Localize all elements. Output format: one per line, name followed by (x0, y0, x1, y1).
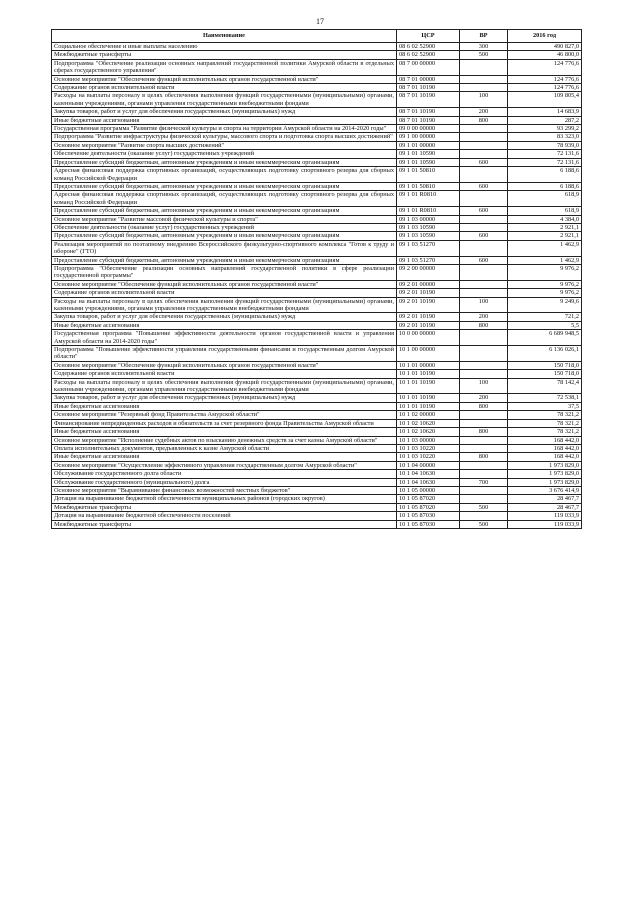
row-vr (460, 167, 508, 183)
row-vr: 500 (460, 503, 508, 511)
table-row (52, 182, 582, 190)
row-csr: 10 1 04 00000 (397, 461, 460, 469)
table-row (52, 453, 582, 461)
row-csr: 09 1 01 10590 (397, 158, 460, 166)
row-amount: 168 442,0 (508, 436, 582, 444)
row-csr: 09 0 00 00000 (397, 125, 460, 133)
row-name: Реализация мероприятий по поэтапному внедрению Всероссийского физкультурно-спортивного комплекса "Готов к труду и обороне" (ГТО) (52, 240, 397, 256)
row-amount: 93 299,2 (508, 125, 582, 133)
row-vr: 800 (460, 428, 508, 436)
row-amount: 78 321,2 (508, 411, 582, 419)
row-vr (460, 370, 508, 378)
row-vr (460, 419, 508, 427)
row-name: Содержание органов исполнительной власти (52, 289, 397, 297)
table-row (52, 43, 582, 51)
row-csr: 09 1 03 10590 (397, 232, 460, 240)
row-amount: 1 462,9 (508, 240, 582, 256)
row-vr: 700 (460, 478, 508, 486)
row-vr: 600 (460, 256, 508, 264)
row-csr: 09 1 01 R0810 (397, 207, 460, 215)
row-name: Обслуживание государственного (муниципального) долга (52, 478, 397, 486)
row-vr (460, 461, 508, 469)
row-amount: 28 467,7 (508, 503, 582, 511)
row-vr (460, 191, 508, 207)
row-vr: 100 (460, 92, 508, 108)
row-vr (460, 330, 508, 346)
table-row (52, 125, 582, 133)
row-name: Подпрограмма "Повышение эффективности управления государственными финансами и государственным долгом Амурской области" (52, 346, 397, 362)
budget-table (51, 29, 582, 529)
row-vr (460, 280, 508, 288)
row-csr: 08 7 01 10190 (397, 116, 460, 124)
table-row (52, 461, 582, 469)
row-vr (460, 470, 508, 478)
row-amount: 6 188,6 (508, 182, 582, 190)
row-name: Предоставление субсидий бюджетным, автономным учреждениям и иным некоммерческим организациям (52, 207, 397, 215)
row-csr: 08 7 01 10190 (397, 108, 460, 116)
row-csr: 10 1 05 00000 (397, 486, 460, 494)
row-csr: 09 1 03 00000 (397, 215, 460, 223)
row-vr: 200 (460, 108, 508, 116)
row-amount: 83 323,0 (508, 133, 582, 141)
table-row (52, 503, 582, 511)
table-row (52, 133, 582, 141)
row-vr (460, 223, 508, 231)
row-name: Основное мероприятие "Выравнивание финансовых возможностей местных бюджетов" (52, 486, 397, 494)
row-csr: 10 1 05 87020 (397, 495, 460, 503)
row-name: Иные бюджетные ассигнования (52, 453, 397, 461)
row-amount: 6 689 948,5 (508, 330, 582, 346)
table-row (52, 167, 582, 183)
row-name: Основное мероприятие "Исполнение судебных актов по взысканию денежных средств за счет казны Амурской области" (52, 436, 397, 444)
row-csr: 09 2 01 00000 (397, 280, 460, 288)
row-name: Основное мероприятие "Развитие спорта высших достижений" (52, 141, 397, 149)
row-name: Основное мероприятие "Резервный фонд Правительства Амурской области" (52, 411, 397, 419)
row-amount: 9 976,2 (508, 289, 582, 297)
table-row (52, 75, 582, 83)
table-row (52, 256, 582, 264)
row-name: Подпрограмма "Обеспечение реализации основных направлений государственной политики в сфере реализации государственной программы" (52, 264, 397, 280)
row-vr: 800 (460, 453, 508, 461)
row-amount: 721,2 (508, 313, 582, 321)
row-name: Закупка товаров, работ и услуг для обеспечения государственных (муниципальных) нужд (52, 394, 397, 402)
table-row (52, 330, 582, 346)
row-amount: 9 976,2 (508, 264, 582, 280)
row-amount: 78 142,4 (508, 378, 582, 394)
row-vr (460, 495, 508, 503)
row-csr: 09 1 00 00000 (397, 133, 460, 141)
table-row (52, 92, 582, 108)
table-row (52, 470, 582, 478)
row-vr: 600 (460, 232, 508, 240)
table-body (52, 43, 582, 529)
table-row (52, 150, 582, 158)
row-csr: 09 1 03 51270 (397, 256, 460, 264)
row-vr (460, 444, 508, 452)
row-vr: 800 (460, 321, 508, 329)
row-csr: 09 2 01 10190 (397, 313, 460, 321)
row-vr (460, 486, 508, 494)
row-csr: 10 1 00 00000 (397, 346, 460, 362)
row-name: Подпрограмма "Обеспечение реализации основных направлений государственной политики Амурской области в отдельных сферах государственного управления" (52, 59, 397, 75)
row-amount: 119 033,9 (508, 512, 582, 520)
row-csr: 10 1 02 10620 (397, 419, 460, 427)
row-amount: 9 976,2 (508, 280, 582, 288)
table-row (52, 313, 582, 321)
table-row (52, 297, 582, 313)
row-csr: 09 1 01 10590 (397, 150, 460, 158)
row-name: Адресная финансовая поддержка спортивных организаций, осуществляющих подготовку спортивного резерва для сборных команд Российской Федерации (52, 167, 397, 183)
row-amount: 3 676 414,9 (508, 486, 582, 494)
row-amount: 2 921,1 (508, 232, 582, 240)
row-amount: 1 973 829,0 (508, 478, 582, 486)
table-row (52, 59, 582, 75)
row-vr (460, 289, 508, 297)
table-row (52, 394, 582, 402)
row-csr: 10 1 04 10630 (397, 470, 460, 478)
row-vr: 600 (460, 158, 508, 166)
row-vr: 600 (460, 182, 508, 190)
table-row (52, 232, 582, 240)
row-vr (460, 361, 508, 369)
row-name: Расходы на выплаты персоналу в целях обеспечения выполнения функций государственными (муниципальными) органами, казенными учреждениями, органами управления государственными внебюджетными фондами (52, 92, 397, 108)
row-csr: 10 1 03 00000 (397, 436, 460, 444)
row-amount: 168 442,0 (508, 453, 582, 461)
row-amount: 72 131,6 (508, 158, 582, 166)
row-amount: 124 776,6 (508, 75, 582, 83)
row-name: Закупка товаров, работ и услуг для обеспечения государственных (муниципальных) нужд (52, 313, 397, 321)
table-row (52, 116, 582, 124)
row-csr: 10 1 04 10630 (397, 478, 460, 486)
row-vr (460, 125, 508, 133)
row-amount: 5,5 (508, 321, 582, 329)
row-amount: 14 683,9 (508, 108, 582, 116)
table-row (52, 411, 582, 419)
row-vr (460, 411, 508, 419)
table-row (52, 402, 582, 410)
row-csr: 10 1 05 87020 (397, 503, 460, 511)
row-name: Предоставление субсидий бюджетным, автономным учреждениям и иным некоммерческим организациям (52, 158, 397, 166)
row-vr: 200 (460, 394, 508, 402)
row-name: Дотация на выравнивание бюджетной обеспеченности муниципальных районов (городских округов) (52, 495, 397, 503)
row-amount: 72 538,1 (508, 394, 582, 402)
header-vr: ВР (460, 30, 508, 43)
row-name: Оплата исполнительных документов, предъявленных к казне Амурской области (52, 444, 397, 452)
row-csr: 09 1 01 R0810 (397, 191, 460, 207)
table-row (52, 207, 582, 215)
row-amount: 150 718,0 (508, 361, 582, 369)
row-name: Основное мероприятие "Обеспечение функций исполнительных органов государственной власти" (52, 280, 397, 288)
table-row (52, 378, 582, 394)
table-row (52, 428, 582, 436)
table-row (52, 215, 582, 223)
row-csr: 09 2 00 00000 (397, 264, 460, 280)
table-row (52, 512, 582, 520)
table-row (52, 478, 582, 486)
header-name: Наименование (52, 30, 397, 43)
row-amount: 2 921,1 (508, 223, 582, 231)
row-name: Дотация на выравнивание бюджетной обеспеченности поселений (52, 512, 397, 520)
row-vr (460, 240, 508, 256)
row-name: Межбюджетные трансферты (52, 520, 397, 528)
row-amount: 78 321,2 (508, 419, 582, 427)
row-amount: 1 973 829,0 (508, 470, 582, 478)
row-vr (460, 346, 508, 362)
row-amount: 119 033,9 (508, 520, 582, 528)
row-csr: 10 1 02 10620 (397, 428, 460, 436)
row-vr (460, 150, 508, 158)
row-name: Содержание органов исполнительной власти (52, 84, 397, 92)
row-vr: 100 (460, 297, 508, 313)
row-name: Предоставление субсидий бюджетным, автономным учреждениям и иным некоммерческим организациям (52, 232, 397, 240)
row-name: Предоставление субсидий бюджетным, автономным учреждениям и иным некоммерческим организациям (52, 256, 397, 264)
row-vr: 500 (460, 51, 508, 59)
row-csr: 10 1 05 87030 (397, 512, 460, 520)
row-amount: 168 442,0 (508, 444, 582, 452)
row-csr: 09 2 01 10190 (397, 297, 460, 313)
table-row (52, 223, 582, 231)
row-csr: 10 1 02 00000 (397, 411, 460, 419)
row-csr: 10 1 01 10190 (397, 394, 460, 402)
row-vr (460, 264, 508, 280)
table-row (52, 361, 582, 369)
row-csr: 09 1 01 50810 (397, 167, 460, 183)
row-amount: 618,9 (508, 191, 582, 207)
row-name: Закупка товаров, работ и услуг для обеспечения государственных (муниципальных) нужд (52, 108, 397, 116)
header-csr: ЦСР (397, 30, 460, 43)
row-name: Межбюджетные трансферты (52, 51, 397, 59)
row-name: Иные бюджетные ассигнования (52, 116, 397, 124)
row-amount: 28 467,7 (508, 495, 582, 503)
row-csr: 09 2 01 10190 (397, 321, 460, 329)
table-row (52, 108, 582, 116)
table-row (52, 158, 582, 166)
row-amount: 109 805,4 (508, 92, 582, 108)
row-name: Адресная финансовая поддержка спортивных организаций, осуществляющих подготовку спортивного резерва для сборных команд Российской Федерации (52, 191, 397, 207)
row-name: Обеспечение деятельности (оказание услуг) государственных учреждений (52, 223, 397, 231)
row-csr: 10 1 03 10220 (397, 444, 460, 452)
row-name: Расходы на выплаты персоналу в целях обеспечения выполнения функций государственными (муниципальными) органами, казенными учреждениями, органами управления государственными внебюджетными фондами (52, 378, 397, 394)
row-name: Финансирование непредвиденных расходов и обязательств за счет резервного фонда Правительства Амурской области (52, 419, 397, 427)
row-vr (460, 133, 508, 141)
row-csr: 09 2 01 10190 (397, 289, 460, 297)
row-amount: 150 718,0 (508, 370, 582, 378)
row-vr: 300 (460, 43, 508, 51)
row-name: Обслуживание государственного долга области (52, 470, 397, 478)
table-row (52, 141, 582, 149)
row-amount: 4 384,0 (508, 215, 582, 223)
row-name: Социальное обеспечение и иные выплаты населению (52, 43, 397, 51)
row-vr (460, 59, 508, 75)
row-csr: 10 1 01 00000 (397, 361, 460, 369)
row-csr: 08 6 02 52900 (397, 51, 460, 59)
row-vr (460, 75, 508, 83)
row-amount: 124 776,6 (508, 84, 582, 92)
row-csr: 10 1 05 87030 (397, 520, 460, 528)
row-csr: 09 1 01 00000 (397, 141, 460, 149)
table-row (52, 495, 582, 503)
row-csr: 10 1 01 10190 (397, 378, 460, 394)
row-amount: 6 188,6 (508, 167, 582, 183)
table-row (52, 264, 582, 280)
row-amount: 124 776,6 (508, 59, 582, 75)
row-amount: 46 800,0 (508, 51, 582, 59)
row-csr: 08 7 01 10190 (397, 84, 460, 92)
row-csr: 10 0 00 00000 (397, 330, 460, 346)
row-vr: 600 (460, 207, 508, 215)
row-name: Основное мероприятие "Обеспечение функций исполнительных органов государственной власти" (52, 75, 397, 83)
row-name: Государственная программа "Повышение эффективности деятельности органов государственной власти и управления Амурской области на 2014-2020 годы" (52, 330, 397, 346)
row-amount: 37,5 (508, 402, 582, 410)
row-vr: 100 (460, 378, 508, 394)
table-row (52, 84, 582, 92)
table-row (52, 51, 582, 59)
row-name: Иные бюджетные ассигнования (52, 402, 397, 410)
page-number: 17 (316, 17, 324, 26)
row-name: Основное мероприятие "Развитие массовой физической культуры и спорта" (52, 215, 397, 223)
row-vr (460, 436, 508, 444)
row-name: Предоставление субсидий бюджетным, автономным учреждениям и иным некоммерческим организациям (52, 182, 397, 190)
row-csr: 10 1 03 10220 (397, 453, 460, 461)
row-name: Межбюджетные трансферты (52, 503, 397, 511)
row-amount: 9 249,6 (508, 297, 582, 313)
row-vr: 500 (460, 520, 508, 528)
row-vr: 200 (460, 313, 508, 321)
row-csr: 10 1 01 10190 (397, 370, 460, 378)
row-vr (460, 512, 508, 520)
row-csr: 09 1 03 10590 (397, 223, 460, 231)
row-csr: 09 1 03 51270 (397, 240, 460, 256)
table-row (52, 436, 582, 444)
row-amount: 287,2 (508, 116, 582, 124)
table-row (52, 444, 582, 452)
table-header-row (52, 30, 582, 43)
row-name: Основное мероприятие "Осуществление эффективного управления государственным долгом Амурской области" (52, 461, 397, 469)
row-csr: 09 1 01 50810 (397, 182, 460, 190)
table-row (52, 520, 582, 528)
row-csr: 08 7 00 00000 (397, 59, 460, 75)
header-year: 2016 год (508, 30, 582, 43)
table-row (52, 280, 582, 288)
row-name: Основное мероприятие "Обеспечение функций исполнительных органов государственной власти" (52, 361, 397, 369)
row-name: Обеспечение деятельности (оказание услуг) государственных учреждений (52, 150, 397, 158)
row-amount: 490 827,0 (508, 43, 582, 51)
row-vr: 800 (460, 402, 508, 410)
row-amount: 78 939,0 (508, 141, 582, 149)
row-name: Иные бюджетные ассигнования (52, 428, 397, 436)
table-row (52, 321, 582, 329)
row-name: Расходы на выплаты персоналу в целях обеспечения выполнения функций государственными (муниципальными) органами, казенными учреждениями, органами управления государственными внебюджетными фондами (52, 297, 397, 313)
table-row (52, 289, 582, 297)
row-amount: 72 131,6 (508, 150, 582, 158)
row-csr: 10 1 01 10190 (397, 402, 460, 410)
row-name: Иные бюджетные ассигнования (52, 321, 397, 329)
row-vr (460, 141, 508, 149)
row-amount: 78 321,2 (508, 428, 582, 436)
row-amount: 6 136 026,1 (508, 346, 582, 362)
row-amount: 1 973 829,0 (508, 461, 582, 469)
table-row (52, 419, 582, 427)
row-name: Содержание органов исполнительной власти (52, 370, 397, 378)
row-vr (460, 84, 508, 92)
row-amount: 618,9 (508, 207, 582, 215)
table-row (52, 191, 582, 207)
row-amount: 1 462,9 (508, 256, 582, 264)
row-name: Государственная программа "Развитие физической культуры и спорта на территории Амурской области на 2014-2020 годы" (52, 125, 397, 133)
row-name: Подпрограмма "Развитие инфраструктуры физической культуры, массового спорта и подготовка спорта высших достижений" (52, 133, 397, 141)
row-csr: 08 6 02 52900 (397, 43, 460, 51)
row-csr: 08 7 01 10190 (397, 92, 460, 108)
row-csr: 08 7 01 00000 (397, 75, 460, 83)
row-vr (460, 215, 508, 223)
table-row (52, 240, 582, 256)
table-row (52, 370, 582, 378)
row-vr: 800 (460, 116, 508, 124)
table-row (52, 486, 582, 494)
table-row (52, 346, 582, 362)
